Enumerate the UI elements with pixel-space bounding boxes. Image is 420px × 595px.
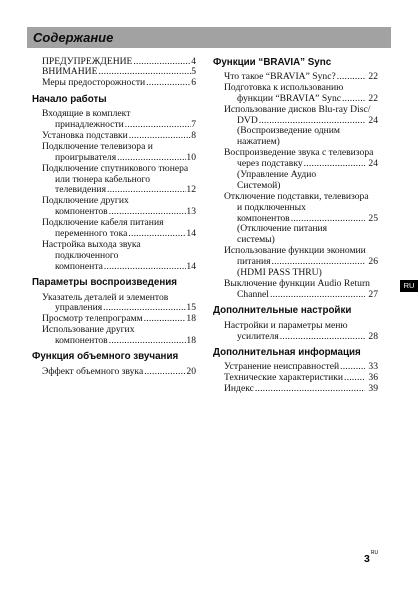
toc-entry-text: Channel	[237, 288, 269, 300]
toc-entry-text: и подключенных	[237, 201, 306, 213]
toc-entry	[32, 164, 196, 197]
toc-right-column	[213, 57, 378, 396]
toc-entry-text: усилителя	[237, 330, 279, 342]
toc-entry-text: Выключение функции Audio Return	[224, 277, 370, 289]
toc-entry	[213, 321, 378, 343]
page-number-language: RU	[370, 550, 379, 556]
toc-entry-text: компонента	[55, 260, 103, 272]
toc-entry-text: Индекс	[224, 383, 254, 395]
toc-page-number: 8	[191, 129, 196, 141]
toc-entry-text: Просмотр телепрограмм	[42, 313, 143, 325]
toc-entry-text: управления	[55, 302, 103, 314]
toc-page-number: 24	[368, 158, 378, 170]
dot-leader	[133, 57, 191, 68]
toc-page-number: 6	[191, 77, 196, 89]
toc-entry	[32, 293, 196, 315]
toc-page-number: 4	[191, 55, 196, 67]
toc-entry-row	[224, 384, 378, 395]
dot-leader	[255, 384, 366, 395]
toc-section	[32, 277, 196, 347]
toc-entry	[213, 246, 378, 279]
toc-entry-text: Отключение подставки, телевизора	[224, 190, 369, 202]
toc-entry-text: Подготовка к использованию	[224, 81, 344, 93]
toc-page-number: 36	[368, 372, 378, 384]
toc-entry-row	[42, 153, 196, 164]
toc-page-number: 18	[186, 335, 196, 347]
toc-page-number: 7	[191, 119, 196, 131]
toc-entry-text: или тюнера кабельного	[55, 173, 151, 185]
toc-entry-text: Установка подставки	[42, 129, 128, 141]
toc-page-number: 27	[368, 288, 378, 300]
toc-entry-text: компонентов	[55, 335, 108, 347]
contents-header-bar	[27, 27, 391, 48]
toc-page-number: 33	[368, 361, 378, 373]
toc-entry-text: Меры предосторожности	[42, 77, 146, 89]
toc-entry-note: (Воспроизведение одним	[237, 125, 340, 137]
toc-page-number: 28	[368, 330, 378, 342]
toc-entry-text: компонентов	[237, 212, 290, 224]
toc-entry	[213, 384, 378, 395]
dot-leader	[125, 120, 191, 131]
toc-entry-text: Подключение кабеля питания	[42, 217, 164, 229]
toc-entry	[213, 279, 378, 301]
toc-entry-text: Использование других	[42, 324, 135, 336]
toc-page-number: 39	[368, 383, 378, 395]
toc-entry	[213, 148, 378, 192]
toc-entry	[32, 240, 196, 273]
section-heading: Функция объемного звучания	[32, 351, 179, 363]
toc-entry-text: Использование дисков Blu-ray Disc/	[224, 103, 371, 115]
dot-leader	[146, 78, 191, 89]
toc-entry-row	[224, 332, 378, 343]
toc-entry	[32, 142, 196, 164]
toc-entry-text: Использование функции экономии	[224, 245, 366, 257]
toc-page-number: 24	[368, 114, 378, 126]
toc-section	[213, 347, 378, 395]
toc-page-number: 22	[368, 71, 378, 82]
language-tab-label: RU	[403, 281, 415, 290]
toc-page-number: 14	[186, 227, 196, 239]
toc-entry-text: телевидения	[55, 184, 106, 196]
toc-page-number: 22	[368, 92, 378, 104]
toc-entry-text: функции “BRAVIA” Sync	[237, 92, 342, 104]
toc-page-number: 26	[368, 256, 378, 268]
section-heading: Дополнительные настройки	[213, 305, 352, 317]
toc-section	[213, 57, 378, 301]
toc-entry	[213, 83, 378, 105]
dot-leader	[344, 373, 365, 384]
toc-entry-text: Подключение спутникового тюнера	[42, 162, 189, 174]
contents-title: Содержание	[33, 30, 114, 45]
section-heading: Дополнительная информация	[213, 346, 361, 358]
dot-leader	[340, 362, 365, 373]
toc-section	[32, 351, 196, 377]
toc-entry-row	[42, 367, 196, 378]
toc-page-number: 18	[186, 313, 196, 325]
dot-leader	[117, 153, 186, 164]
toc-page-number: 13	[186, 206, 196, 218]
toc-entry-text: питания	[237, 256, 271, 268]
toc-entry-text: подключенного	[55, 249, 119, 261]
toc-entry-text: через подставку	[237, 158, 303, 170]
page-number	[364, 549, 378, 567]
toc-entry-text: Эффект объемного звука	[42, 365, 144, 377]
toc-page-number: 20	[186, 365, 196, 377]
toc-entry	[32, 78, 196, 89]
toc-entry-text: Что такое “BRAVIA” Sync?	[224, 71, 336, 82]
toc-entry-text: Устранение неисправностей	[224, 361, 340, 373]
toc-page-number: 10	[186, 151, 196, 163]
toc-entry-note: нажатием)	[237, 136, 280, 148]
toc-entry-text: DVD	[237, 114, 258, 126]
toc-entry	[32, 109, 196, 131]
toc-entry-note: (Управление Аудио	[237, 169, 317, 181]
toc-entry-note: (HDMI PASS THRU)	[237, 267, 322, 279]
toc-entry-row	[42, 336, 196, 347]
toc-entry-text: Указатель деталей и элементов	[42, 291, 169, 303]
toc-page-number: 15	[186, 302, 196, 314]
toc-section	[213, 305, 378, 342]
section-heading: Функции “BRAVIA” Sync	[213, 56, 332, 68]
toc-entry-text: принадлежности	[55, 119, 124, 131]
language-side-tab	[400, 280, 418, 292]
toc-intro-group	[32, 57, 196, 90]
dot-leader	[270, 290, 365, 301]
toc-entry	[32, 218, 196, 240]
section-heading: Начало работы	[32, 93, 107, 105]
toc-entry	[32, 367, 196, 378]
toc-page-number: 12	[186, 184, 196, 196]
toc-entry-text: Входящие в комплект	[42, 108, 131, 120]
toc-entry-note: (Отключение питания	[237, 223, 328, 235]
toc-entry-text: Воспроизведение звука с телевизора	[224, 147, 374, 159]
toc-entry	[213, 192, 378, 246]
toc-entry-text: Подключение других	[42, 195, 129, 207]
toc-page-number: 5	[191, 66, 196, 78]
toc-page-number: 25	[368, 212, 378, 224]
toc-entry	[32, 325, 196, 347]
toc-entry-text: Настройка выхода звука	[42, 238, 141, 250]
toc-entry-note: системы)	[237, 234, 275, 246]
toc-entry-text: Настройки и параметры меню	[224, 319, 348, 331]
dot-leader	[144, 314, 187, 325]
toc-entry	[32, 196, 196, 218]
toc-section	[32, 94, 196, 273]
toc-entry-row	[224, 290, 378, 301]
toc-entry-text: ВНИМАНИЕ	[42, 66, 98, 78]
toc-entry-text: Технические характеристики	[224, 372, 344, 384]
dot-leader	[109, 336, 187, 347]
dot-leader	[104, 262, 187, 273]
toc-entry-text: компонентов	[55, 206, 108, 218]
toc-entry-row	[42, 78, 196, 89]
toc-left-column	[32, 57, 196, 378]
dot-leader	[144, 367, 186, 378]
section-heading: Параметры воспроизведения	[32, 277, 178, 289]
toc-entry-text: проигрывателя	[55, 151, 117, 163]
toc-entry-text: ПРЕДУПРЕЖДЕНИЕ	[42, 55, 133, 67]
toc-page-number: 14	[186, 260, 196, 272]
toc-entry-text: переменного тока	[55, 227, 128, 239]
toc-entry-text: Подключение телевизора и	[42, 140, 153, 152]
dot-leader	[280, 332, 366, 343]
toc-entry	[213, 105, 378, 149]
toc-entry-note: Системой)	[237, 179, 281, 191]
page-number-value: 3	[364, 553, 370, 565]
toc-entry-row	[42, 262, 196, 273]
